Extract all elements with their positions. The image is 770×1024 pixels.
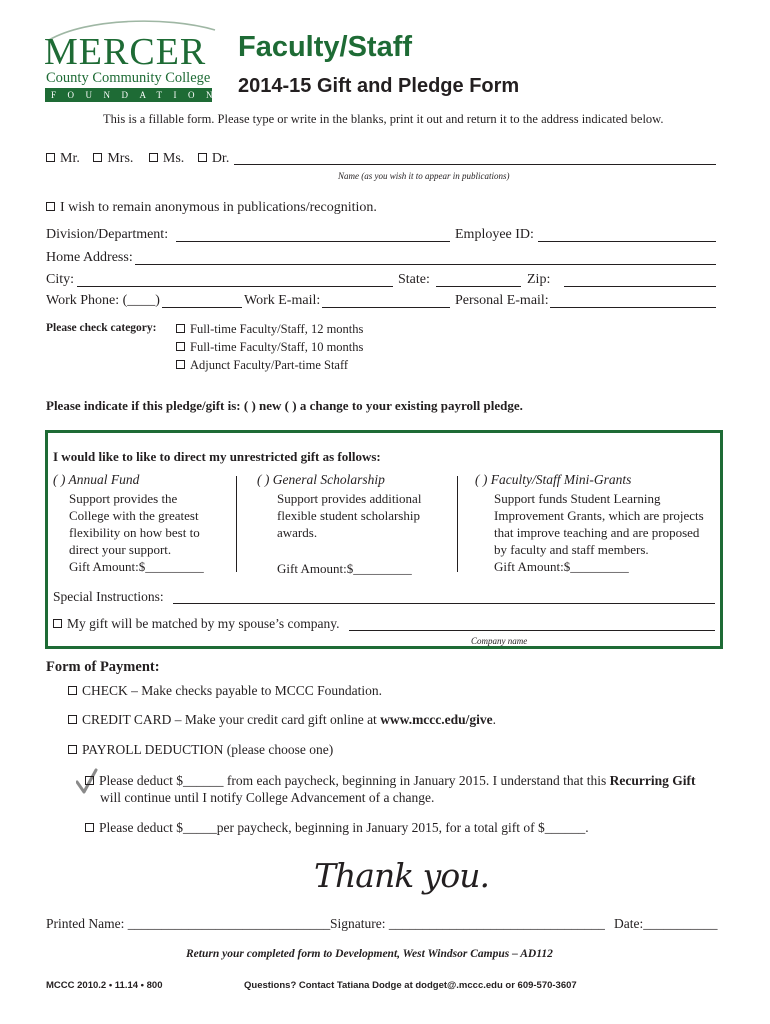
checkbox-icon[interactable] <box>46 153 55 162</box>
special-instructions-field[interactable] <box>173 590 715 604</box>
employee-id-field[interactable] <box>538 228 716 242</box>
salutation-mrs[interactable]: Mrs. <box>93 151 133 166</box>
payment-check-option[interactable]: CHECK – Make checks payable to MCCC Foundation. <box>68 683 382 699</box>
city-label: City: <box>46 272 75 287</box>
salutation-mr[interactable]: Mr. <box>46 151 80 166</box>
division-label: Division/Department: <box>46 227 169 242</box>
page-title: Faculty/Staff <box>238 31 413 63</box>
division-field[interactable] <box>176 228 450 242</box>
return-instructions: Return your completed form to Development, West Windsor Campus – AD112 <box>186 948 553 960</box>
column-divider <box>236 476 237 572</box>
fund-annual-title[interactable]: ( ) Annual Fund <box>53 472 140 487</box>
company-name-caption: Company name <box>471 636 528 646</box>
special-instructions-label: Special Instructions: <box>53 589 164 604</box>
checkbox-icon[interactable] <box>68 715 77 724</box>
fund-scholarship-amount[interactable]: Gift Amount:$_________ <box>277 561 412 576</box>
category-option-10-months[interactable]: Full-time Faculty/Staff, 10 months <box>176 338 363 356</box>
page-subtitle: 2014-15 Gift and Pledge Form <box>238 75 520 97</box>
logo-subtitle: County Community College <box>46 70 211 86</box>
category-option-adjunct[interactable]: Adjunct Faculty/Part-time Staff <box>176 356 363 374</box>
anonymous-option[interactable]: I wish to remain anonymous in publications/recognition. <box>46 200 377 216</box>
fund-minigrants-amount[interactable]: Gift Amount:$_________ <box>494 559 629 574</box>
checkbox-icon[interactable] <box>85 776 94 785</box>
fund-minigrants-description: Support funds Student Learning Improvement Grants, which are projects that improve teaching and are proposed by faculty and staff members. Gift Amount:$_________ <box>494 491 704 574</box>
category-label: Please check category: <box>46 322 157 334</box>
checkbox-icon[interactable] <box>176 324 185 333</box>
fund-minigrants-title[interactable]: ( ) Faculty/Staff Mini-Grants <box>475 472 632 487</box>
state-label: State: <box>398 272 430 287</box>
checkbox-icon[interactable] <box>85 823 94 832</box>
date-field[interactable]: Date:___________ <box>614 916 718 931</box>
logo-foundation-band: FOUNDATION <box>45 88 212 102</box>
payroll-recurring-option[interactable]: Please deduct $______ from each paycheck, beginning in January 2015. I understand that this Recurring Gift <box>85 773 695 789</box>
checkbox-icon[interactable] <box>46 202 55 211</box>
name-field[interactable] <box>234 151 716 165</box>
salutation-ms[interactable]: Ms. <box>149 151 184 166</box>
checkbox-icon[interactable] <box>93 153 102 162</box>
fund-annual-description: Support provides the College with the greatest flexibility on how best to direct your support. Gift Amount:$_________ <box>69 491 204 574</box>
fund-scholarship-title[interactable]: ( ) General Scholarship <box>257 472 385 487</box>
category-options <box>176 320 363 374</box>
payment-credit-option[interactable]: CREDIT CARD – Make your credit card gift online at www.mccc.edu/give. <box>68 712 496 728</box>
checkbox-icon[interactable] <box>176 342 185 351</box>
work-phone-field[interactable] <box>162 294 242 308</box>
checkbox-icon[interactable] <box>149 153 158 162</box>
work-email-label: Work E-mail: <box>244 293 321 308</box>
gift-heading: I would like to like to direct my unrestricted gift as follows: <box>53 449 381 464</box>
home-address-label: Home Address: <box>46 250 133 265</box>
checkbox-icon[interactable] <box>68 745 77 754</box>
pledge-type-question[interactable]: Please indicate if this pledge/gift is: ( ) new ( ) a change to your existing payroll pledge. <box>46 398 523 413</box>
column-divider <box>457 476 458 572</box>
thank-you-script: Thank you. <box>314 856 489 895</box>
fund-scholarship-description: Support provides additional flexible student scholarship awards. <box>277 491 422 540</box>
contact-info: Questions? Contact Tatiana Dodge at dodget@.mccc.edu or 609-570-3607 <box>244 980 577 991</box>
intro-text: This is a fillable form. Please type or write in the blanks, print it out and return it to the address indicated below. <box>103 112 664 126</box>
printed-name-field[interactable]: Printed Name: ______________________________ <box>46 916 331 931</box>
signature-field[interactable]: Signature: ________________________________ <box>330 916 605 931</box>
salutation-row <box>46 151 229 167</box>
name-caption: Name (as you wish it to appear in publications) <box>338 171 510 181</box>
zip-label: Zip: <box>527 272 551 287</box>
employee-id-label: Employee ID: <box>455 227 534 242</box>
checkbox-icon[interactable] <box>68 686 77 695</box>
spouse-match-option[interactable]: My gift will be matched by my spouse’s company. <box>53 616 339 632</box>
city-field[interactable] <box>77 273 393 287</box>
checkbox-icon[interactable] <box>176 360 185 369</box>
checkbox-icon[interactable] <box>198 153 207 162</box>
work-email-field[interactable] <box>322 294 450 308</box>
personal-email-field[interactable] <box>550 294 716 308</box>
company-name-field[interactable] <box>349 617 715 631</box>
give-url-link[interactable]: www.mccc.edu/give <box>380 712 493 727</box>
zip-field[interactable] <box>564 273 716 287</box>
payroll-total-option[interactable]: Please deduct $_____per paycheck, beginning in January 2015, for a total gift of $______. <box>85 820 589 836</box>
checkbox-icon[interactable] <box>53 619 62 628</box>
personal-email-label: Personal E-mail: <box>455 293 549 308</box>
payment-heading: Form of Payment: <box>46 659 160 675</box>
home-address-field[interactable] <box>135 251 716 265</box>
salutation-dr[interactable]: Dr. <box>198 151 230 166</box>
payment-payroll-option[interactable]: PAYROLL DEDUCTION (please choose one) <box>68 742 333 758</box>
category-option-12-months[interactable]: Full-time Faculty/Staff, 12 months <box>176 320 363 338</box>
payroll-recurring-note: will continue until I notify College Advancement of a change. <box>100 790 435 805</box>
logo-wordmark: MERCER <box>44 31 207 73</box>
fund-annual-amount[interactable]: Gift Amount:$_________ <box>69 559 204 574</box>
work-phone-label: Work Phone: (____) <box>46 293 160 308</box>
state-field[interactable] <box>436 273 521 287</box>
form-code: MCCC 2010.2 • 11.14 • 800 <box>46 980 163 991</box>
